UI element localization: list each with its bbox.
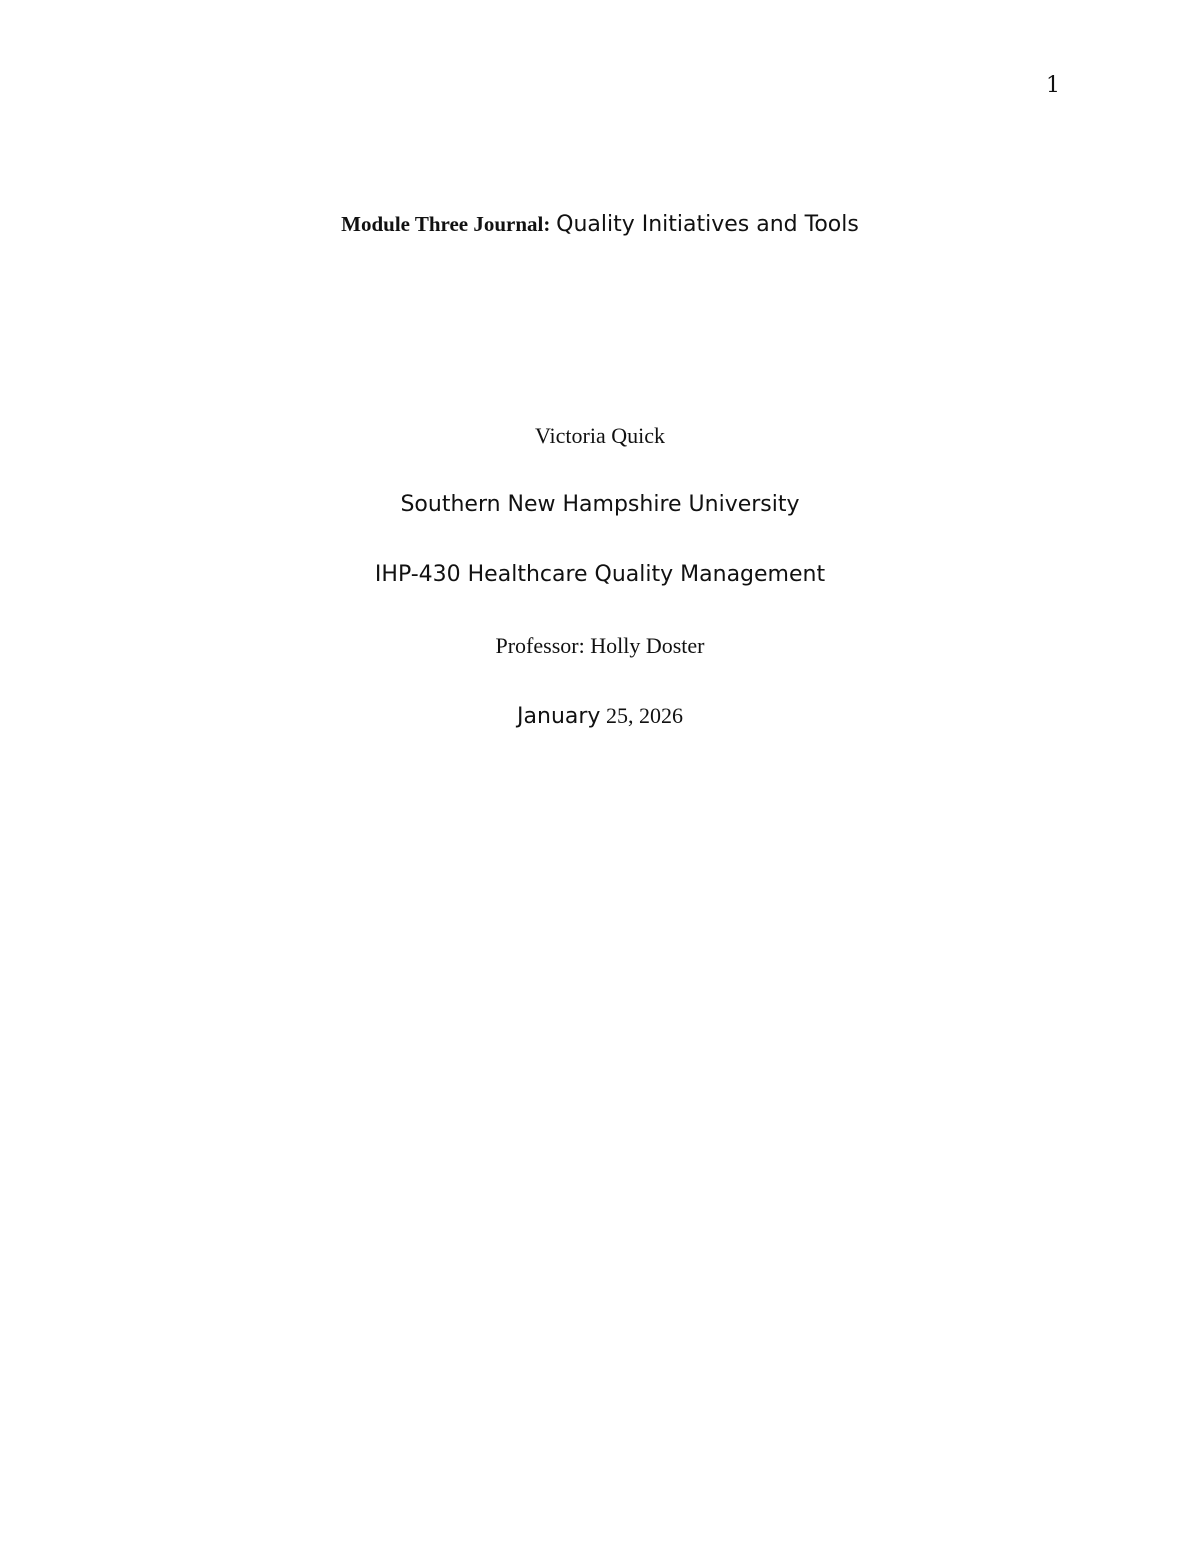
- professor-name: Professor: Holly Doster: [495, 633, 705, 658]
- paper-title: [0, 208, 1200, 241]
- submission-date-day-year: 25, 2026: [605, 703, 683, 728]
- course-name: IHP-430 Healthcare Quality Management: [374, 562, 826, 587]
- submission-date-month: January: [517, 704, 601, 729]
- paper-title-part-2: Quality Initiatives and Tools: [556, 212, 859, 237]
- institution-name: Southern New Hampshire University: [400, 492, 800, 517]
- submission-date: [0, 701, 1200, 732]
- paper-title-part-1: Module Three Journal:: [341, 212, 551, 236]
- page-number: 1: [1046, 73, 1060, 98]
- author-name: Victoria Quick: [534, 423, 666, 448]
